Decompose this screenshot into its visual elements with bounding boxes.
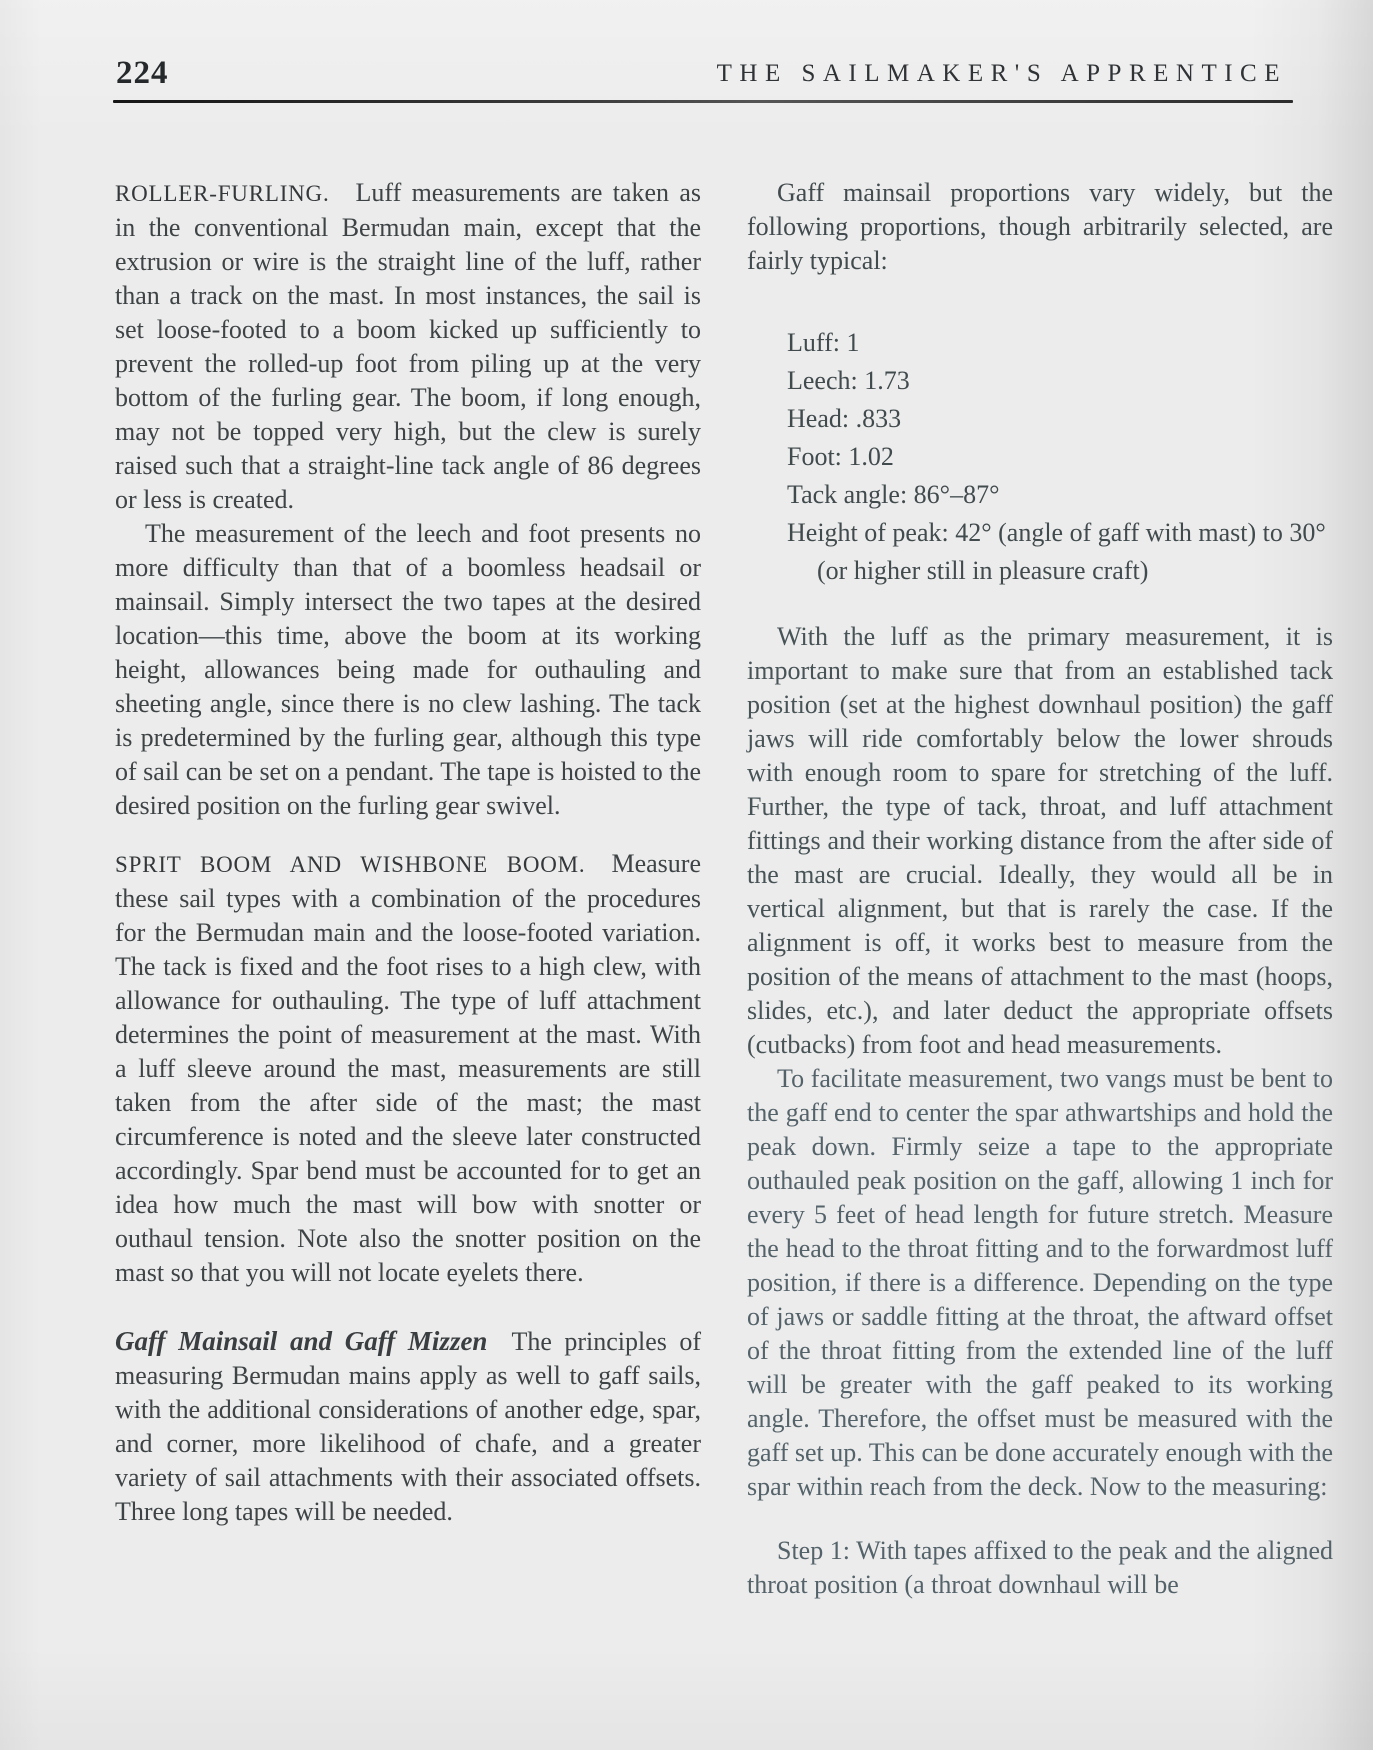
section-heading-sprit-boom: SPRIT BOOM AND WISHBONE BOOM.: [115, 852, 586, 877]
paragraph-roller-furling: [115, 176, 701, 517]
list-item-height-of-peak: Height of peak: 42° (angle of gaff with mast) to 30° (or higher still in pleasure craft): [787, 518, 1326, 585]
proportions-list: [747, 324, 1333, 590]
list-item-head: Head: .833: [787, 404, 902, 433]
running-head: THE SAILMAKER'S APPRENTICE: [716, 60, 1287, 87]
left-column: [115, 176, 701, 1602]
section-heading-gaff-mainsail: Gaff Mainsail and Gaff Mizzen: [115, 1326, 488, 1356]
paragraph-luff-primary: [747, 620, 1333, 1062]
paragraph-vangs-measurement: [747, 1062, 1333, 1504]
paragraph-text: Luff measurements are taken as in the conventional Bermudan main, except that the extrusion or wire is the straight line of the luff, rather than a track on the mast. In most instances, the sail is set loose-footed to a boom kicked up sufficiently to prevent the rolled-up foot from piling up at the very bottom of the furling gear. The boom, if long enough, may not be topped very high, but the clew is surely raised such that a straight-line tack angle of 86 degrees or less is created.: [115, 178, 701, 514]
paragraph-text: The measurement of the leech and foot presents no more difficulty than that of a boomless headsail or mainsail. Simply intersect the two tapes at the desired location—this time, above the boom at its working height, allowances being made for outhauling and sheeting angle, since there is no clew lashing. The tack is predetermined by the furling gear, although this type of sail can be set on a pendant. The tape is hoisted to the desired position on the furling gear swivel.: [115, 519, 701, 820]
paragraph-leech-foot: [115, 517, 701, 823]
section-heading-roller-furling: ROLLER-FURLING.: [115, 181, 330, 206]
right-column: [747, 176, 1333, 1602]
list-item-leech: Leech: 1.73: [787, 366, 910, 395]
header-rule: [113, 100, 1293, 103]
paragraph-text: To facilitate measurement, two vangs must be bent to the gaff end to center the spar athwartships and hold the peak down. Firmly seize a tape to the appropriate outhauled peak position on the gaff, allowing 1 inch for every 5 feet of head length for future stretch. Measure the head to the throat fitting and to the forwardmost luff position, if there is a difference. Depending on the type of jaws or saddle fitting at the throat, the aftward offset of the throat fitting from the extended line of the luff will be greater with the gaff peaked to its working angle. Therefore, the offset must be measured with the gaff set up. This can be done accurately enough with the spar within reach from the deck. Now to the measuring:: [747, 1064, 1334, 1501]
paragraph-text: Measure these sail types with a combination of the procedures for the Bermudan main and the loose-footed variation. The tack is fixed and the foot rises to a high clew, with allowance for outhauling. The type of luff attachment determines the point of measurement at the mast. With a luff sleeve around the mast, measurements are still taken from the after side of the mast; the mast circumference is noted and the sleeve later constructed accordingly. Spar bend must be accounted for to get an idea how much the mast will bow with snotter or outhaul tension. Note also the snotter position on the mast so that you will not locate eyelets there.: [115, 849, 701, 1287]
paragraph-step-1: [747, 1534, 1333, 1602]
paragraph-proportions-intro: [747, 176, 1333, 278]
paragraph-text: The principles of measuring Bermudan mains apply as well to gaff sails, with the additional considerations of another edge, spar, and corner, more likelihood of chafe, and a greater variety of sail attachments with their associated offsets. Three long tapes will be needed.: [115, 1327, 702, 1526]
paragraph-text: With the luff as the primary measurement, it is important to make sure that from an established tack position (set at the highest downhaul position) the gaff jaws will ride comfortably below the lower shrouds with enough room to spare for stretching of the luff. Further, the type of tack, throat, and luff attachment fittings and their working distance from the after side of the mast are crucial. Ideally, they would all be in vertical alignment, but that is rarely the case. If the alignment is off, it works best to measure from the position of the means of attachment to the mast (hoops, slides, etc.), and later deduct the appropriate offsets (cutbacks) from foot and head measurements.: [747, 622, 1333, 1059]
paragraph-sprit-wishbone: [115, 847, 701, 1290]
text-block: [115, 176, 1333, 1602]
list-item-luff: Luff: 1: [787, 328, 860, 357]
paragraph-gaff-mainsail: [115, 1324, 701, 1529]
list-item-tack-angle: Tack angle: 86°–87°: [787, 480, 1000, 509]
page-number: 224: [116, 55, 169, 91]
list-item-foot: Foot: 1.02: [787, 442, 894, 471]
paragraph-text: Step 1: With tapes affixed to the peak and the aligned throat position (a throat downhaul will be: [747, 1536, 1333, 1599]
paragraph-text: Gaff mainsail proportions vary widely, but the following proportions, though arbitrarily selected, are fairly typical:: [747, 178, 1333, 275]
